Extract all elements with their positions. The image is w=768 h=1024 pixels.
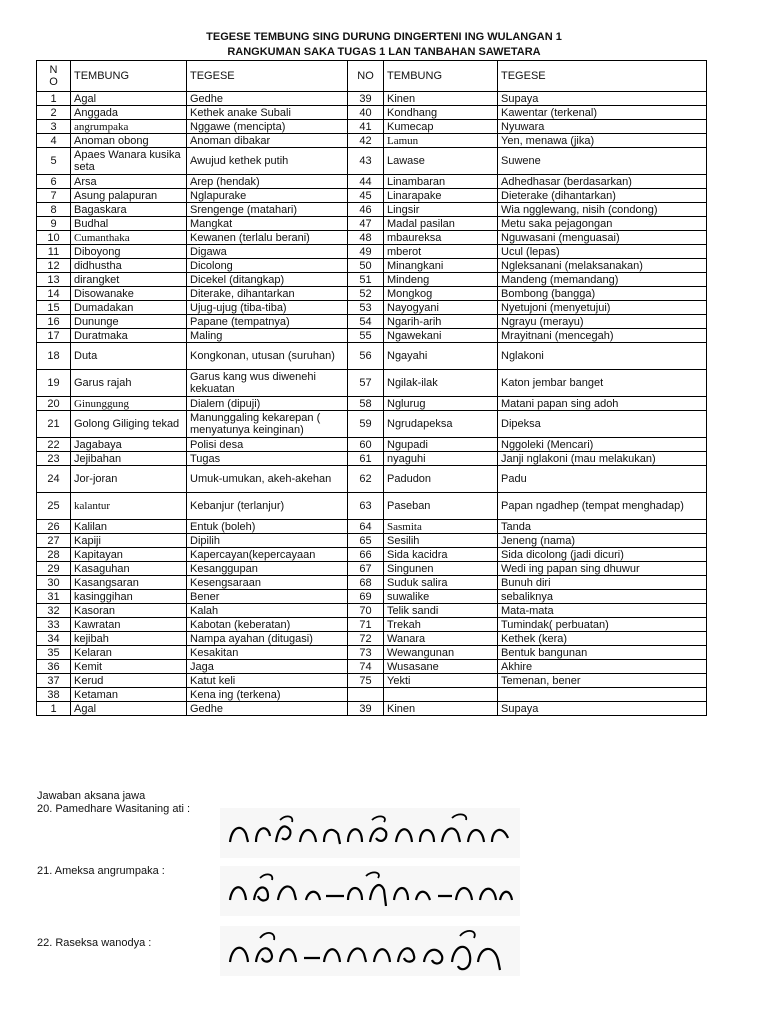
table-row (37, 646, 707, 660)
cell-no-left: 16 (37, 315, 71, 329)
answers-heading: Jawaban aksana jawa (37, 790, 146, 802)
cell-tembung-left: Jor-joran (71, 466, 187, 493)
cell-tembung-right: Kinen (384, 702, 498, 716)
cell-no-left: 11 (37, 245, 71, 259)
cell-no-left: 3 (37, 120, 71, 134)
cell-no-left: 14 (37, 287, 71, 301)
cell-tembung-left: kalantur (71, 493, 187, 520)
cell-no-left: 28 (37, 548, 71, 562)
table-row (37, 576, 707, 590)
cell-no-left: 8 (37, 203, 71, 217)
cell-tembung-right: Telik sandi (384, 604, 498, 618)
question-21-label: 21. Ameksa angrumpaka : (37, 865, 165, 877)
cell-tembung-right: Ngarih-arih (384, 315, 498, 329)
cell-no-left: 2 (37, 106, 71, 120)
cell-tegese-right: Adhedhasar (berdasarkan) (498, 175, 707, 189)
table-header-row (37, 61, 707, 92)
header-no: N O (37, 61, 71, 92)
table-row (37, 106, 707, 120)
cell-tegese-right: Temenan, bener (498, 674, 707, 688)
cell-tegese-left: Dicolong (187, 259, 348, 273)
cell-no-left: 7 (37, 189, 71, 203)
cell-tembung-right: Wanara (384, 632, 498, 646)
cell-tegese-right: Jeneng (nama) (498, 534, 707, 548)
table-body (37, 92, 707, 716)
cell-tembung-right: Kondhang (384, 106, 498, 120)
cell-tegese-right: Wedi ing papan sing dhuwur (498, 562, 707, 576)
cell-no-left: 27 (37, 534, 71, 548)
cell-no-left: 19 (37, 370, 71, 397)
cell-tembung-right: Lawase (384, 148, 498, 175)
cell-tembung-left: Dumadakan (71, 301, 187, 315)
cell-tembung-left: angrumpaka (71, 120, 187, 134)
cell-tegese-right: Nguwasani (menguasai) (498, 231, 707, 245)
cell-no-right: 45 (348, 189, 384, 203)
cell-no-right: 43 (348, 148, 384, 175)
cell-tegese-right: Padu (498, 466, 707, 493)
cell-no-right: 42 (348, 134, 384, 148)
cell-tembung-right: Linambaran (384, 175, 498, 189)
cell-no-right: 68 (348, 576, 384, 590)
cell-tembung-left: Budhal (71, 217, 187, 231)
cell-no-left: 9 (37, 217, 71, 231)
header-tegese: TEGESE (187, 61, 348, 92)
cell-no-right: 75 (348, 674, 384, 688)
cell-tegese-left: Awujud kethek putih (187, 148, 348, 175)
question-20-label: 20. Pamedhare Wasitaning ati : (37, 803, 191, 815)
cell-no-right: 39 (348, 92, 384, 106)
cell-no-right: 47 (348, 217, 384, 231)
table-row (37, 92, 707, 106)
cell-tegese-left: Maling (187, 329, 348, 343)
cell-tegese-left: Kena ing (terkena) (187, 688, 348, 702)
cell-tegese-left: Dicekel (ditangkap) (187, 273, 348, 287)
table-row (37, 120, 707, 134)
cell-tegese-left: Polisi desa (187, 438, 348, 452)
cell-tegese-left: Mangkat (187, 217, 348, 231)
cell-tegese-right: Mata-mata (498, 604, 707, 618)
cell-tegese-left: Kalah (187, 604, 348, 618)
table-row (37, 411, 707, 438)
cell-tembung-left: Kawratan (71, 618, 187, 632)
table-row (37, 217, 707, 231)
cell-tegese-right: Dipeksa (498, 411, 707, 438)
table-row (37, 702, 707, 716)
cell-tembung-right: Linarapake (384, 189, 498, 203)
cell-no-right: 51 (348, 273, 384, 287)
cell-tegese-right: Bentuk bangunan (498, 646, 707, 660)
cell-tembung-left: didhustha (71, 259, 187, 273)
cell-no-left: 29 (37, 562, 71, 576)
cell-tembung-left: Arsa (71, 175, 187, 189)
table-row (37, 452, 707, 466)
cell-no-left: 24 (37, 466, 71, 493)
cell-no-right: 40 (348, 106, 384, 120)
cell-tegese-left: Gedhe (187, 92, 348, 106)
cell-tembung-right: Yekti (384, 674, 498, 688)
cell-tegese-left: Papane (tempatnya) (187, 315, 348, 329)
cell-no-left: 36 (37, 660, 71, 674)
cell-tegese-right: Akhire (498, 660, 707, 674)
cell-no-left: 13 (37, 273, 71, 287)
cell-tembung-right: Ngayahi (384, 343, 498, 370)
cell-tegese-left: Nampa ayahan (ditugasi) (187, 632, 348, 646)
cell-tembung-left: Diboyong (71, 245, 187, 259)
cell-tembung-left: Cumanthaka (71, 231, 187, 245)
cell-tembung-right: Ngrudapeksa (384, 411, 498, 438)
cell-no-right: 72 (348, 632, 384, 646)
cell-tegese-left: Kebanjur (terlanjur) (187, 493, 348, 520)
question-22-label: 22. Raseksa wanodya : (37, 937, 152, 949)
cell-tembung-left: Anggada (71, 106, 187, 120)
cell-no-right: 49 (348, 245, 384, 259)
javanese-script-image-22 (220, 926, 520, 976)
table-row (37, 604, 707, 618)
cell-tegese-left: Kesengsaraan (187, 576, 348, 590)
cell-no-left: 38 (37, 688, 71, 702)
table-row (37, 343, 707, 370)
cell-tegese-right: Tanda (498, 520, 707, 534)
header-tembung-2: TEMBUNG (384, 61, 498, 92)
cell-no-left: 17 (37, 329, 71, 343)
cell-tembung-right: Lingsir (384, 203, 498, 217)
cell-tegese-right: Nyetujoni (menyetujui) (498, 301, 707, 315)
cell-tembung-left: Bagaskara (71, 203, 187, 217)
cell-tegese-right: Sida dicolong (jadi dicuri) (498, 548, 707, 562)
cell-tembung-left: Kapiji (71, 534, 187, 548)
cell-tegese-right: Bombong (bangga) (498, 287, 707, 301)
cell-tegese-right: Wia ngglewang, nisih (condong) (498, 203, 707, 217)
cell-no-right: 53 (348, 301, 384, 315)
cell-no-right: 61 (348, 452, 384, 466)
cell-no-left: 6 (37, 175, 71, 189)
table-row (37, 493, 707, 520)
cell-tembung-left: Agal (71, 92, 187, 106)
cell-tegese-left: Manunggaling kekarepan ( menyatunya keinginan) (187, 411, 348, 438)
cell-tegese-left: Kabotan (keberatan) (187, 618, 348, 632)
cell-no-right: 55 (348, 329, 384, 343)
cell-tegese-left: Gedhe (187, 702, 348, 716)
cell-no-right: 69 (348, 590, 384, 604)
cell-no-right: 65 (348, 534, 384, 548)
cell-no-left: 21 (37, 411, 71, 438)
cell-tembung-left: Jejibahan (71, 452, 187, 466)
cell-no-left: 12 (37, 259, 71, 273)
table-row (37, 520, 707, 534)
cell-tegese-right: Janji nglakoni (mau melakukan) (498, 452, 707, 466)
table-row (37, 660, 707, 674)
cell-tegese-right (498, 688, 707, 702)
cell-tegese-right: Bunuh diri (498, 576, 707, 590)
cell-no-right: 41 (348, 120, 384, 134)
cell-tegese-left: Kongkonan, utusan (suruhan) (187, 343, 348, 370)
table-row (37, 148, 707, 175)
cell-tegese-right: Ucul (lepas) (498, 245, 707, 259)
cell-tegese-right: Yen, menawa (jika) (498, 134, 707, 148)
table-row (37, 370, 707, 397)
header-tembung: TEMBUNG (71, 61, 187, 92)
table-row (37, 397, 707, 411)
cell-tegese-left: Jaga (187, 660, 348, 674)
cell-no-left: 32 (37, 604, 71, 618)
cell-tembung-right: Sida kacidra (384, 548, 498, 562)
table-row (37, 548, 707, 562)
javanese-script-image-20 (220, 808, 520, 858)
cell-tegese-left: Umuk-umukan, akeh-akehan (187, 466, 348, 493)
cell-tegese-left: Kewanen (terlalu berani) (187, 231, 348, 245)
cell-tembung-right: mberot (384, 245, 498, 259)
cell-no-left: 31 (37, 590, 71, 604)
cell-no-right: 57 (348, 370, 384, 397)
cell-tembung-right: Kumecap (384, 120, 498, 134)
cell-tembung-left: Kalilan (71, 520, 187, 534)
cell-tegese-right: Kawentar (terkenal) (498, 106, 707, 120)
table-row (37, 329, 707, 343)
cell-tegese-left: Srengenge (matahari) (187, 203, 348, 217)
document-title-line2: RANGKUMAN SAKA TUGAS 1 LAN TANBAHAN SAWETARA (227, 46, 541, 58)
cell-no-left: 37 (37, 674, 71, 688)
cell-tegese-left: Dialem (dipuji) (187, 397, 348, 411)
cell-tembung-left: Kemit (71, 660, 187, 674)
cell-no-left: 35 (37, 646, 71, 660)
table-row (37, 134, 707, 148)
cell-tegese-left: Kethek anake Subali (187, 106, 348, 120)
table-row (37, 438, 707, 452)
cell-no-right: 58 (348, 397, 384, 411)
cell-no-right: 52 (348, 287, 384, 301)
cell-tembung-right: Suduk salira (384, 576, 498, 590)
cell-tegese-right: Ngrayu (merayu) (498, 315, 707, 329)
cell-tegese-right: sebaliknya (498, 590, 707, 604)
cell-tembung-right: Singunen (384, 562, 498, 576)
cell-tegese-right: Mrayitnani (mencegah) (498, 329, 707, 343)
cell-tembung-left: Apaes Wanara kusika seta (71, 148, 187, 175)
cell-tegese-right: Supaya (498, 702, 707, 716)
cell-tembung-left: Kelaran (71, 646, 187, 660)
cell-no-right: 73 (348, 646, 384, 660)
cell-tembung-right: Mongkog (384, 287, 498, 301)
cell-no-right: 56 (348, 343, 384, 370)
cell-tegese-right: Papan ngadhep (tempat menghadap) (498, 493, 707, 520)
javanese-script-answer-21 (220, 866, 520, 916)
table-row (37, 175, 707, 189)
table-row (37, 534, 707, 548)
cell-tegese-left: Arep (hendak) (187, 175, 348, 189)
cell-tegese-right: Ngleksanani (melaksanakan) (498, 259, 707, 273)
javanese-script-image-21 (220, 866, 520, 916)
cell-tembung-right: Ngawekani (384, 329, 498, 343)
table-row (37, 688, 707, 702)
cell-tegese-left: Dipilih (187, 534, 348, 548)
cell-tegese-left: Nglapurake (187, 189, 348, 203)
cell-no-right: 60 (348, 438, 384, 452)
cell-tembung-left: Kerud (71, 674, 187, 688)
cell-tembung-left: Anoman obong (71, 134, 187, 148)
cell-no-right: 48 (348, 231, 384, 245)
javanese-script-answer-20 (220, 808, 520, 858)
table-row (37, 674, 707, 688)
cell-tegese-right: Dieterake (dihantarkan) (498, 189, 707, 203)
cell-tembung-right: Madal pasilan (384, 217, 498, 231)
cell-no-right: 50 (348, 259, 384, 273)
cell-tegese-right: Nglakoni (498, 343, 707, 370)
cell-no-right: 62 (348, 466, 384, 493)
cell-tegese-right: Suwene (498, 148, 707, 175)
cell-no-left: 25 (37, 493, 71, 520)
table-row (37, 466, 707, 493)
cell-no-right: 39 (348, 702, 384, 716)
table-row (37, 189, 707, 203)
cell-no-left: 10 (37, 231, 71, 245)
cell-tembung-right: Padudon (384, 466, 498, 493)
cell-no-right: 54 (348, 315, 384, 329)
cell-no-left: 1 (37, 702, 71, 716)
cell-tembung-left: kejibah (71, 632, 187, 646)
cell-no-right: 44 (348, 175, 384, 189)
cell-tembung-right: Ngilak-ilak (384, 370, 498, 397)
cell-tembung-right: Mindeng (384, 273, 498, 287)
table-row (37, 315, 707, 329)
cell-tembung-left: Jagabaya (71, 438, 187, 452)
cell-tegese-right: Katon jembar banget (498, 370, 707, 397)
cell-no-right: 59 (348, 411, 384, 438)
javanese-script-answer-22 (220, 926, 520, 976)
cell-tegese-left: Digawa (187, 245, 348, 259)
cell-tembung-left: Duta (71, 343, 187, 370)
cell-no-left: 4 (37, 134, 71, 148)
header-no-2: NO (348, 61, 384, 92)
cell-tembung-left: Kasaguhan (71, 562, 187, 576)
cell-no-left: 15 (37, 301, 71, 315)
cell-no-left: 26 (37, 520, 71, 534)
cell-tegese-left: Katut keli (187, 674, 348, 688)
document-title-line1: TEGESE TEMBUNG SING DURUNG DINGERTENI ING WULANGAN 1 (206, 31, 562, 43)
cell-tembung-right: Sasmita (384, 520, 498, 534)
cell-tembung-right: Minangkani (384, 259, 498, 273)
cell-no-left: 5 (37, 148, 71, 175)
cell-tegese-left: Garus kang wus diwenehi kekuatan (187, 370, 348, 397)
cell-tegese-left: Kapercayan(kepercayaan (187, 548, 348, 562)
cell-tembung-right: Trekah (384, 618, 498, 632)
cell-tegese-right: Supaya (498, 92, 707, 106)
cell-tembung-left: Kapitayan (71, 548, 187, 562)
cell-tembung-right: Sesilih (384, 534, 498, 548)
cell-tembung-left: Ginunggung (71, 397, 187, 411)
cell-no-left: 20 (37, 397, 71, 411)
table-row (37, 301, 707, 315)
table-row (37, 203, 707, 217)
cell-tegese-left: Anoman dibakar (187, 134, 348, 148)
table-row (37, 618, 707, 632)
cell-tembung-right: suwalike (384, 590, 498, 604)
cell-no-left: 30 (37, 576, 71, 590)
cell-tegese-left: Kesakitan (187, 646, 348, 660)
cell-no-right (348, 688, 384, 702)
table-row (37, 231, 707, 245)
cell-tegese-right: Tumindak( perbuatan) (498, 618, 707, 632)
cell-tegese-left: Entuk (boleh) (187, 520, 348, 534)
cell-tembung-right: Kinen (384, 92, 498, 106)
cell-no-right: 67 (348, 562, 384, 576)
cell-tegese-right: Nyuwara (498, 120, 707, 134)
cell-tegese-left: Tugas (187, 452, 348, 466)
cell-tegese-left: Bener (187, 590, 348, 604)
cell-tembung-left: Kasangsaran (71, 576, 187, 590)
cell-tegese-right: Metu saka pejagongan (498, 217, 707, 231)
table-row (37, 245, 707, 259)
cell-tembung-right: Wewangunan (384, 646, 498, 660)
cell-no-left: 33 (37, 618, 71, 632)
cell-tembung-right (384, 688, 498, 702)
cell-no-left: 34 (37, 632, 71, 646)
table-row (37, 632, 707, 646)
cell-tembung-left: Ketaman (71, 688, 187, 702)
cell-no-right: 70 (348, 604, 384, 618)
cell-tembung-left: Golong Giliging tekad (71, 411, 187, 438)
cell-no-right: 46 (348, 203, 384, 217)
cell-tegese-left: Diterake, dihantarkan (187, 287, 348, 301)
cell-tembung-left: kasinggihan (71, 590, 187, 604)
cell-tegese-left: Nggawe (mencipta) (187, 120, 348, 134)
cell-no-right: 74 (348, 660, 384, 674)
cell-tembung-left: Disowanake (71, 287, 187, 301)
cell-tegese-left: Ujug-ujug (tiba-tiba) (187, 301, 348, 315)
cell-tembung-right: Ngupadi (384, 438, 498, 452)
cell-tembung-left: Dununge (71, 315, 187, 329)
cell-tembung-right: Lamun (384, 134, 498, 148)
cell-no-right: 63 (348, 493, 384, 520)
cell-tegese-right: Mandeng (memandang) (498, 273, 707, 287)
cell-tembung-left: Asung palapuran (71, 189, 187, 203)
cell-tembung-right: Nglurug (384, 397, 498, 411)
cell-tembung-left: Garus rajah (71, 370, 187, 397)
cell-no-right: 66 (348, 548, 384, 562)
table-row (37, 273, 707, 287)
cell-tegese-left: Kesanggupan (187, 562, 348, 576)
cell-tembung-right: mbaureksa (384, 231, 498, 245)
cell-tembung-right: Paseban (384, 493, 498, 520)
table-row (37, 287, 707, 301)
table-row (37, 590, 707, 604)
cell-tembung-right: nyaguhi (384, 452, 498, 466)
cell-tembung-right: Wusasane (384, 660, 498, 674)
cell-tembung-left: dirangket (71, 273, 187, 287)
cell-no-left: 22 (37, 438, 71, 452)
cell-tembung-left: Agal (71, 702, 187, 716)
cell-no-right: 71 (348, 618, 384, 632)
cell-tembung-right: Nayogyani (384, 301, 498, 315)
table-row (37, 562, 707, 576)
cell-tegese-right: Kethek (kera) (498, 632, 707, 646)
table-row (37, 259, 707, 273)
cell-tegese-right: Matani papan sing adoh (498, 397, 707, 411)
cell-no-right: 64 (348, 520, 384, 534)
cell-no-left: 18 (37, 343, 71, 370)
cell-tembung-left: Kasoran (71, 604, 187, 618)
vocabulary-table (36, 60, 707, 716)
cell-tegese-right: Nggoleki (Mencari) (498, 438, 707, 452)
cell-no-left: 1 (37, 92, 71, 106)
cell-tembung-left: Duratmaka (71, 329, 187, 343)
header-tegese-2: TEGESE (498, 61, 707, 92)
cell-no-left: 23 (37, 452, 71, 466)
